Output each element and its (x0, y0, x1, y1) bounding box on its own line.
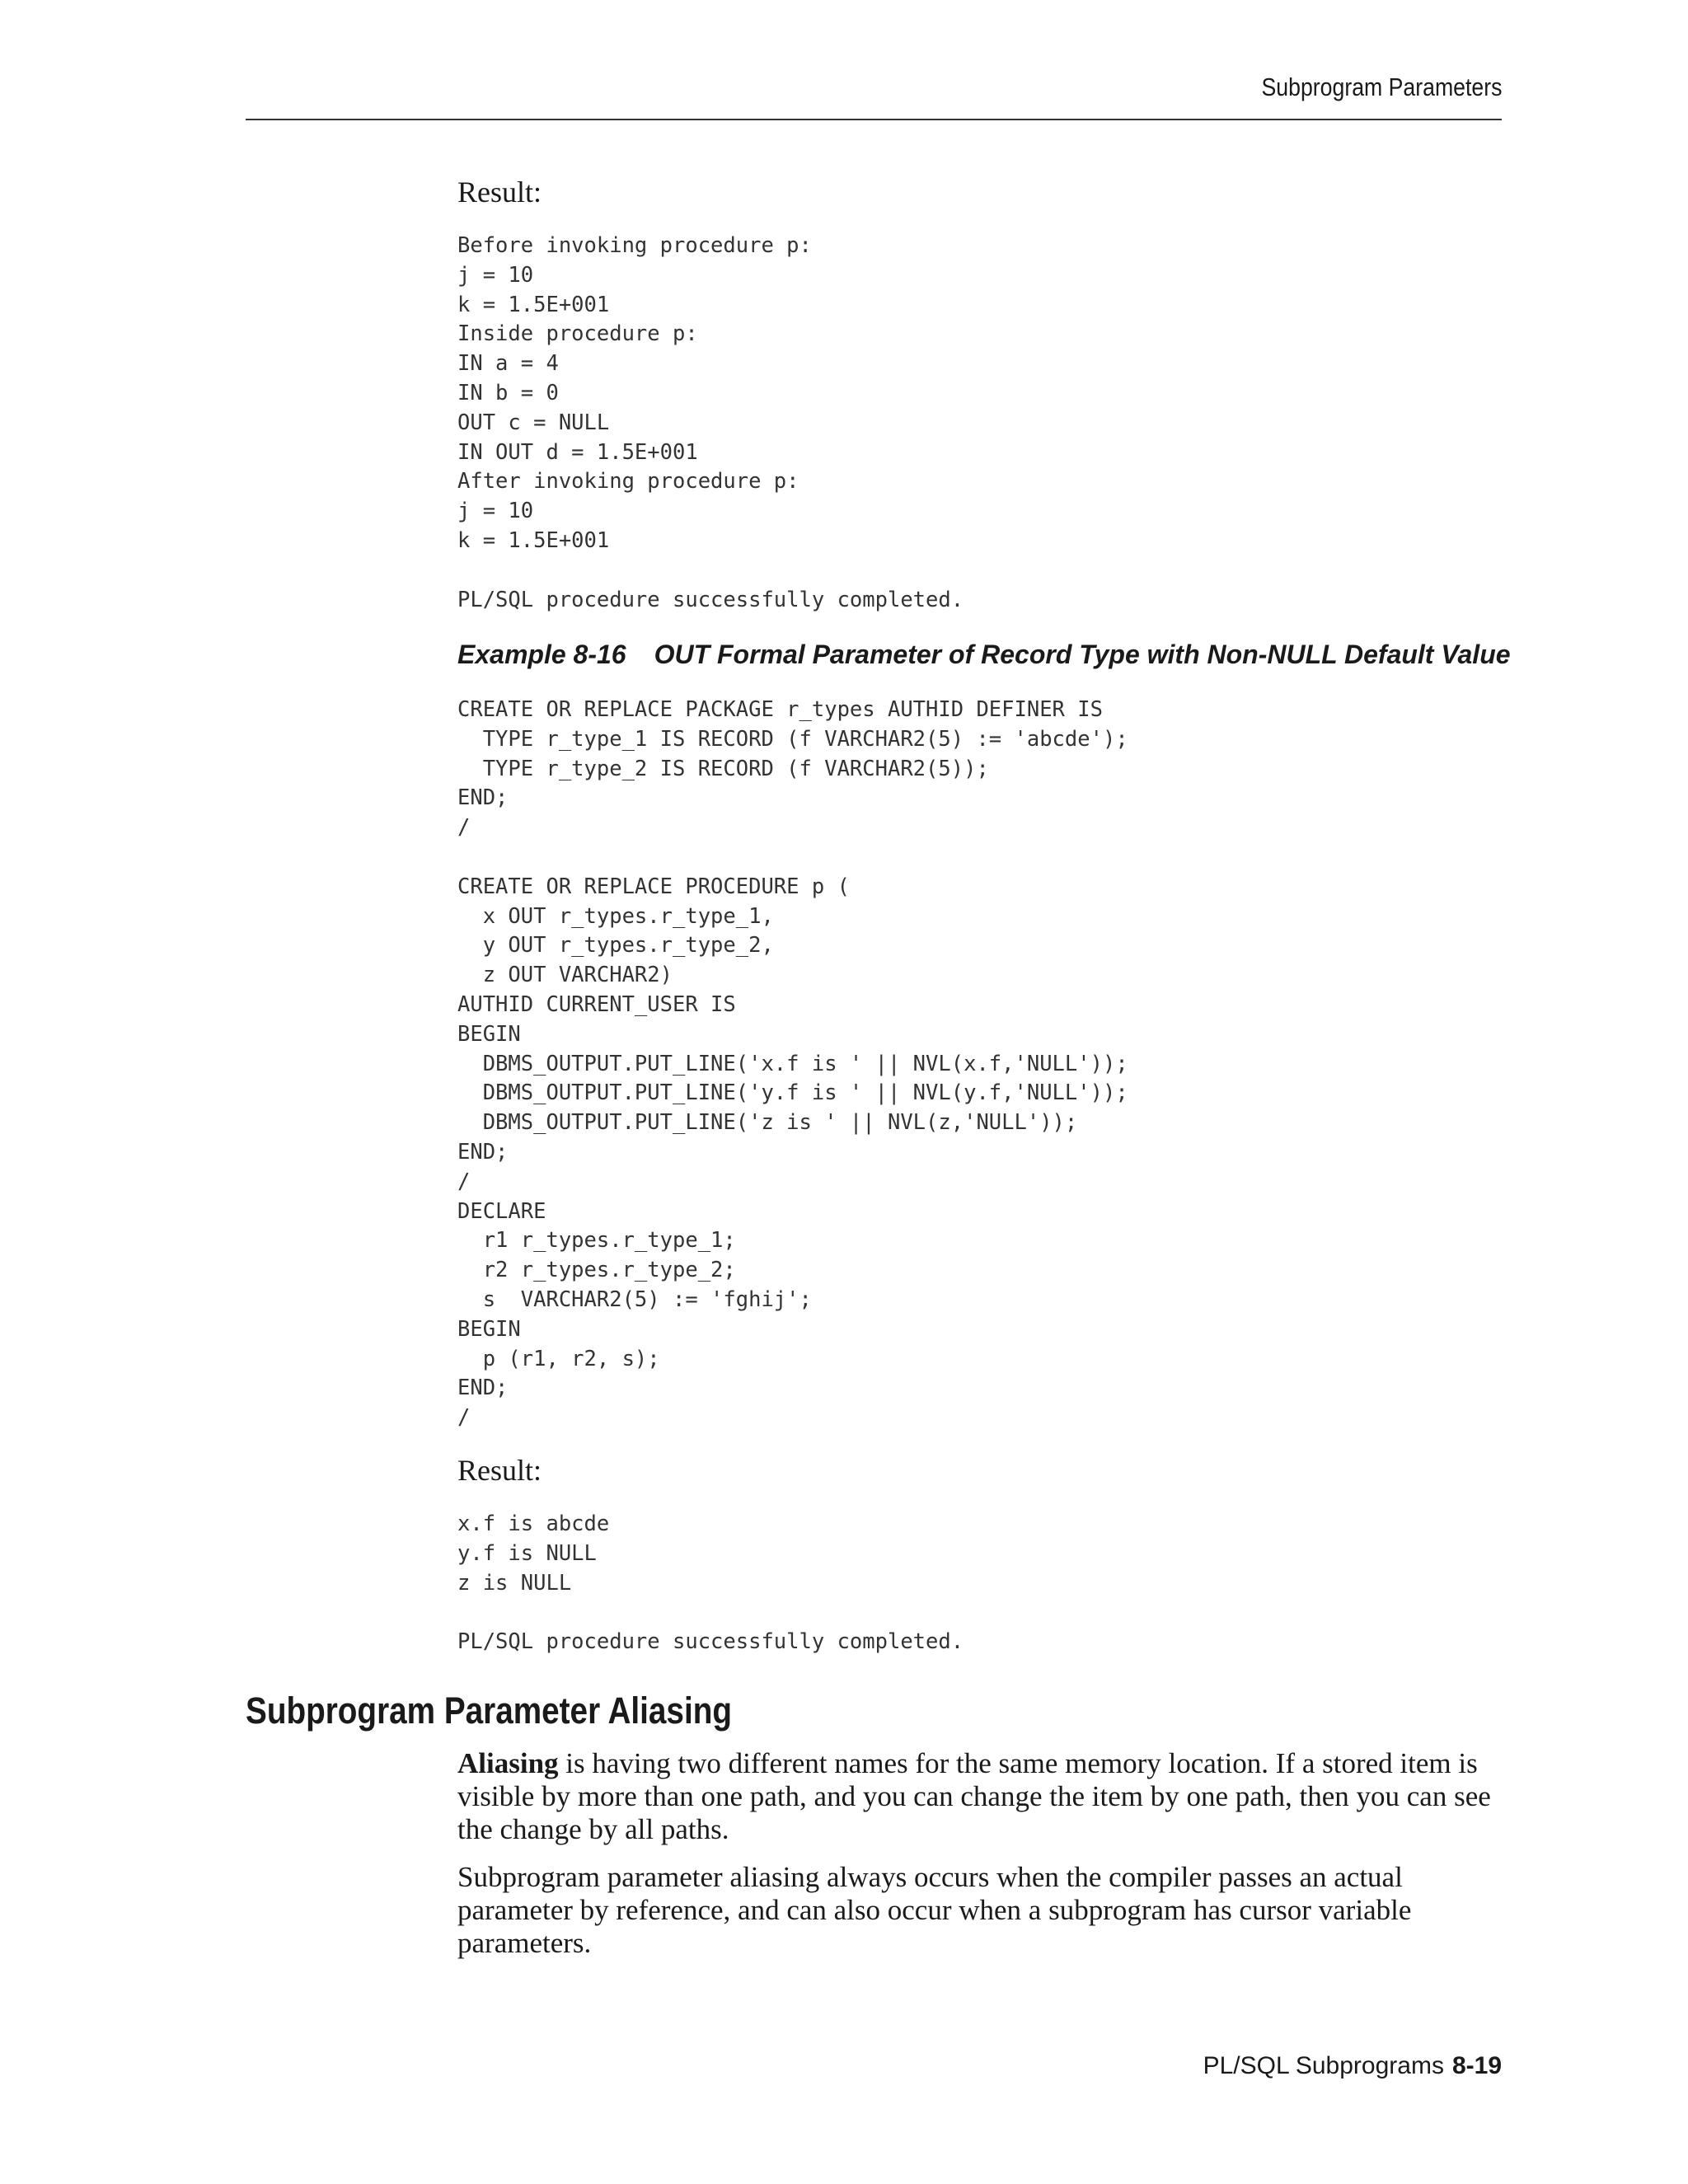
example-title (457, 640, 1511, 670)
example-caption: OUT Formal Parameter of Record Type with Non-NULL Default Value (654, 640, 1511, 669)
aliasing-term: Aliasing (457, 1747, 559, 1779)
footer-book-title: PL/SQL Subprograms (1203, 2052, 1444, 2079)
page-footer (1203, 2052, 1502, 2080)
result-output-1: Before invoking procedure p: j = 10 k = 1.5E+001 Inside procedure p: IN a = 4 IN b = 0 OUT c = NULL IN OUT d = 1.5E+001 After invoking procedure p: j = 10 k = 1.5E+001 PL/SQL procedure successfully completed. (457, 233, 964, 612)
footer-page-number: 8-19 (1451, 2052, 1502, 2079)
running-header (246, 73, 1502, 120)
example-number: Example 8-16 (457, 640, 626, 669)
aliasing-paragraph-1 (457, 1747, 1504, 1846)
result-output-2: x.f is abcde y.f is NULL z is NULL PL/SQL procedure successfully completed. (457, 1511, 964, 1655)
example-code-block: CREATE OR REPLACE PACKAGE r_types AUTHID DEFINER IS TYPE r_type_1 IS RECORD (f VARCHAR2(5) := 'abcde'); TYPE r_type_2 IS RECORD (f VARCHAR2(5)); END; / CREATE OR REPLACE PROCEDURE p ( x OUT r_types.r_type_1, y OUT r_types.r_type_2, z OUT VARCHAR2) AUTHID CURRENT_USER IS BEGIN DBMS_OUTPUT.PUT_LINE('x.f is ' || NVL(x.f,'NULL')); DBMS_OUTPUT.PUT_LINE('y.f is ' || NVL(y.f,'NULL')); DBMS_OUTPUT.PUT_LINE('z is ' || NVL(z,'NULL')); END; / DECLARE r1 r_types.r_type_1; r2 r_types.r_type_2; s VARCHAR2(5) := 'fghij'; BEGIN p (r1, r2, s); END; / (457, 697, 1128, 1431)
aliasing-definition: is having two different names for the same memory location. If a stored item is visible by more than one path, and you can change the item by one path, then you can see the change by all paths. (457, 1747, 1491, 1845)
section-heading: Subprogram Parameter Aliasing (246, 1690, 732, 1732)
result-label-1: Result: (457, 176, 542, 209)
result-label-2: Result: (457, 1454, 542, 1487)
running-header-title: Subprogram Parameters (1261, 73, 1502, 101)
aliasing-paragraph-2: Subprogram parameter aliasing always occurs when the compiler passes an actual parameter by reference, and can also occur when a subprogram has cursor variable parameters. (457, 1861, 1412, 1959)
